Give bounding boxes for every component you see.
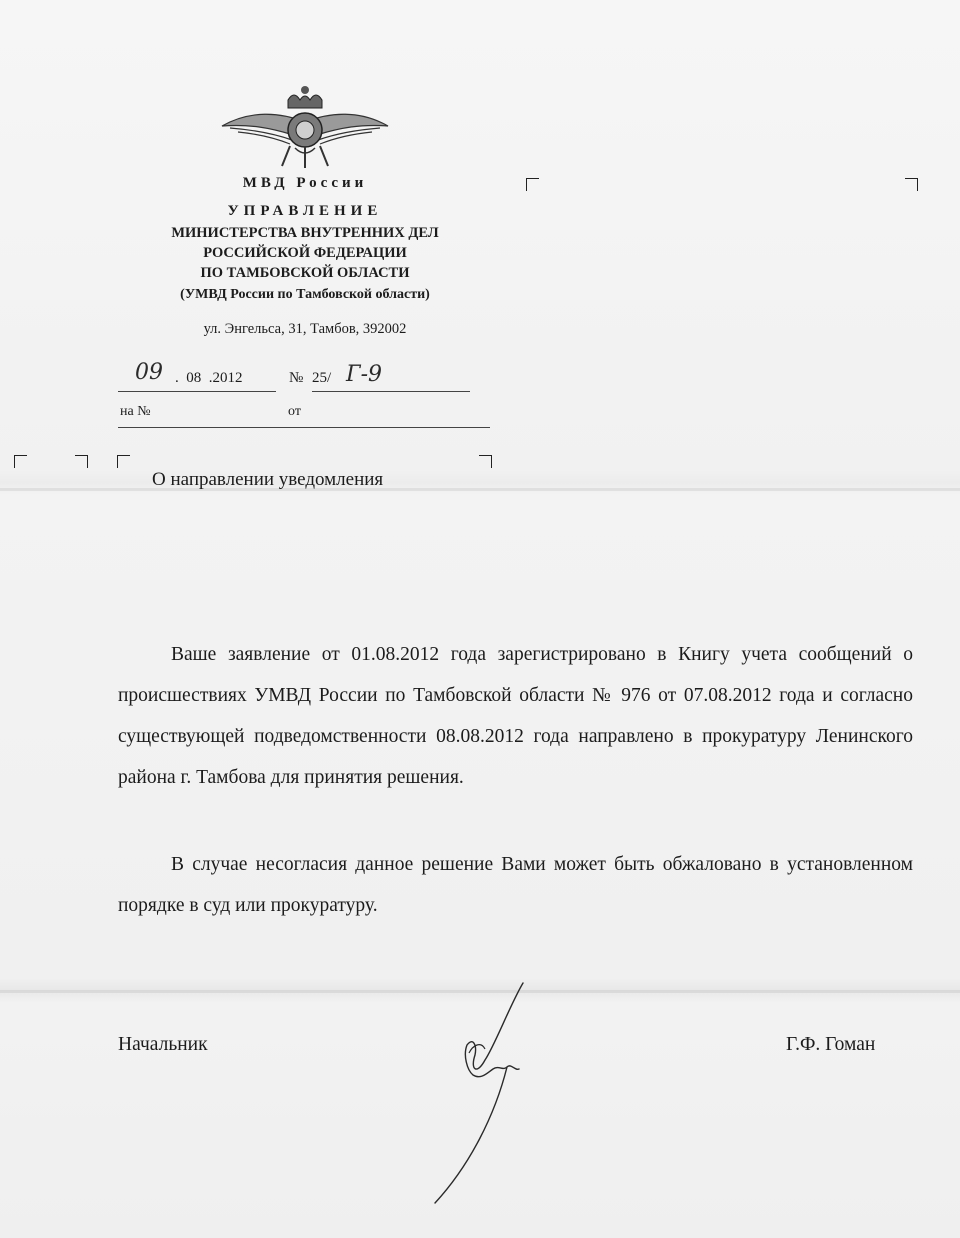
- handwritten-day: 09: [135, 360, 163, 385]
- address-corner-mark: [526, 178, 539, 191]
- header-line: ПО ТАМБОВСКОЙ ОБЛАСТИ: [200, 265, 410, 281]
- signatory-name: Г.Ф. Гоман: [786, 1034, 876, 1055]
- date-underline: [118, 391, 276, 392]
- subject-corner-mark: [117, 455, 130, 468]
- body-paragraph-1: [118, 634, 913, 798]
- body-paragraph-2-text: В случае несогласия данное решение Вами может быть обжаловано в установленном порядке в суд или прокуратуру.: [118, 854, 913, 916]
- corner-mark: [14, 455, 27, 468]
- directorate-title: УПРАВЛЕНИЕ: [227, 203, 383, 219]
- ministry-short-name: МВД России: [242, 175, 368, 191]
- letter-date: . 08 .2012: [175, 370, 243, 386]
- signatory-role: Начальник: [118, 1034, 208, 1055]
- header-line: РОССИЙСКОЙ ФЕДЕРАЦИИ: [203, 245, 407, 261]
- corner-mark: [75, 455, 88, 468]
- body-paragraph-2: [118, 844, 913, 926]
- reference-underline: [118, 427, 490, 428]
- letter-number: 25/: [312, 370, 332, 386]
- paper-fold-line: [0, 488, 960, 491]
- body-paragraph-1-text: Ваше заявление от 01.08.2012 года зарегистрировано в Книгу учета сообщений о происшествиях УМВД России по Тамбовской области № 976 от 07.08.2012 года и согласно существующей подведомственности 08.08.2012 года направлено в прокуратуру Ленинского района г. Тамбова для принятия решения.: [118, 644, 913, 788]
- mvd-eagle-emblem-icon: [220, 82, 390, 174]
- handwritten-signature: [415, 975, 535, 1210]
- number-underline: [312, 391, 470, 392]
- handwritten-number: Г-9: [346, 362, 382, 387]
- header-line: МИНИСТЕРСТВА ВНУТРЕННИХ ДЕЛ: [171, 225, 439, 241]
- address-corner-mark: [905, 178, 918, 191]
- reference-label: на №: [120, 404, 151, 419]
- from-label: от: [288, 404, 301, 419]
- address: ул. Энгельса, 31, Тамбов, 392002: [203, 321, 407, 337]
- subject-corner-mark: [479, 455, 492, 468]
- header-line: (УМВД России по Тамбовской области): [180, 287, 430, 302]
- letter-subject: О направлении уведомления: [152, 469, 384, 490]
- number-label: №: [289, 370, 304, 386]
